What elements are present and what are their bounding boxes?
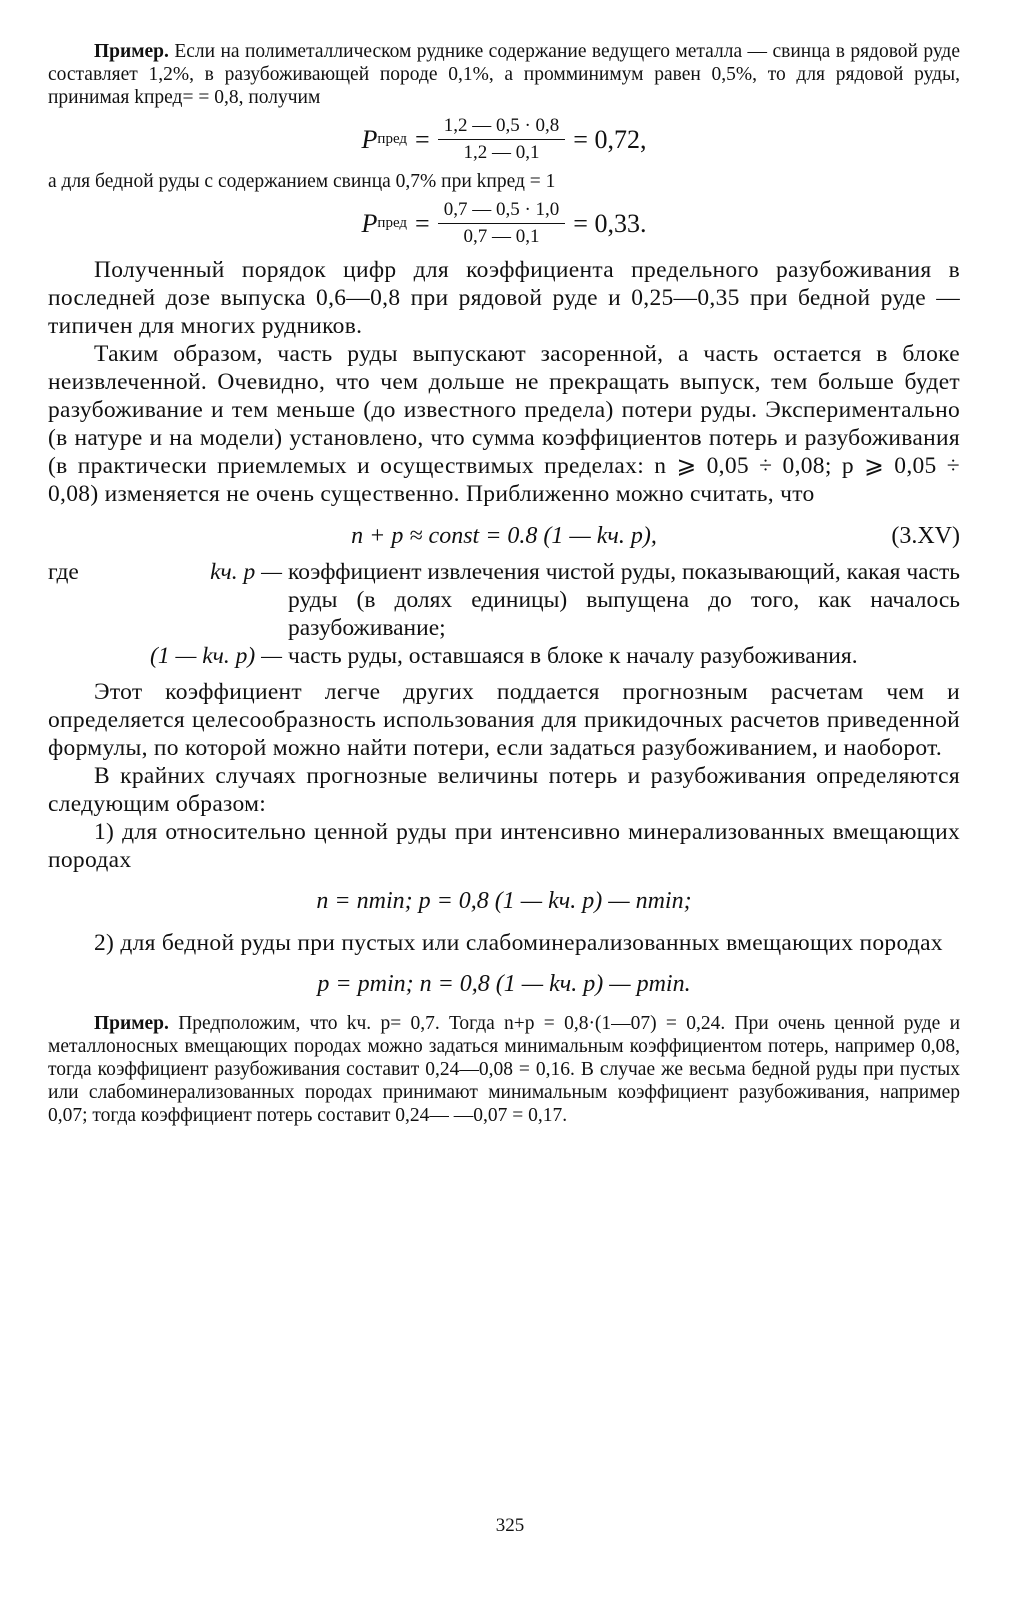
formula-lhs: P: [361, 208, 378, 238]
example-label: Пример.: [94, 1013, 169, 1034]
case-1-formula: n = nmin; p = 0,8 (1 — kч. р) — nmin;: [316, 888, 692, 914]
paragraph-coefficient: Этот коэффициент легче других поддается прогнозным расчетам чем и определяется целесообразность использования для прикидочных расчетов приведенной формулы, по которой можно найти потери, если задаться разубоживанием, и наоборот.: [48, 679, 960, 761]
paragraph-losses-dilution: Таким образом, часть руды выпускают засоренной, а часть остается в блоке неизвлеченной. Очевидно, что чем дольше не прекращать выпуск, тем больше будет разубоживание и тем меньше (до известного предела) потери руды. Экспериментально (в натуре и на модели) установлено, что сумма коэффициентов потерь и разубоживания (в практически приемлемых и осуществимых пределах: n ⩾ 0,05 ÷ 0,08; p ⩾ 0,05 ÷ 0,08) изменяется не очень существенно. Приближенно можно считать, что: [48, 341, 960, 507]
equation-3xv: [48, 518, 960, 554]
formula-lhs: P: [361, 124, 378, 154]
example-paragraph-2: [48, 1012, 960, 1127]
paragraph-extreme-cases: В крайних случаях прогнозные величины потерь и разубоживания определяются следующим образом:: [48, 763, 960, 817]
example-label: Пример.: [94, 41, 169, 62]
fraction-numerator: 0,7 — 0,5 · 1,0: [438, 199, 566, 224]
formula-result: = 0,72,: [573, 124, 647, 154]
example-text: Предположим, что kч. р= 0,7. Тогда n+p = 0,8·(1—07) = 0,24. При очень ценной руде и металлоносных вмещающих породах можно задаться минимальным коэффициентом потерь, например 0,08, тогда коэффициент разубоживания составит 0,24—0,08 = 0,16. В случае же весьма бедной руды при пустых или слабоминерализованных породах принимают минимальным коэффициент разубоживания, например 0,07; тогда коэффициент потерь составит 0,24— —0,07 = 0,17.: [48, 1013, 961, 1126]
formula-lhs-subscript: пред: [377, 131, 408, 147]
formula-result: = 0,33.: [573, 208, 647, 238]
example-text: Если на полиметаллическом руднике содержание ведущего металла — свинца в рядовой руде составляет 1,2%, в разубоживающей породе 0,1%, а промминимум равен 0,5%, то для рядовой руды, принимая kпред= = 0,8, получим: [48, 41, 960, 108]
definition-symbol: kч. р —: [210, 559, 282, 585]
paragraph-typical-figures: Полученный порядок цифр для коэффициента предельного разубоживания в последней дозе выпуска 0,6—0,8 при рядовой руде и 0,25—0,35 при бедной руде — типичен для многих рудников.: [48, 257, 960, 339]
where-label: где: [48, 559, 79, 585]
fraction-denominator: 1,2 — 0,1: [463, 142, 540, 163]
formula-p-pred-2: [48, 199, 960, 248]
formula-fraction: [438, 199, 566, 248]
where-definitions: [48, 558, 960, 670]
case-2-formula: p = pmin; n = 0,8 (1 — kч. р) — pmin.: [317, 971, 691, 997]
page-content: [48, 40, 960, 1127]
case-2-text: 2) для бедной руды при пустых или слабоминерализованных вмещающих породах: [94, 930, 943, 956]
definition-text: коэффициент извлечения чистой руды, показывающий, какая часть руды (в долях единицы) выпущена до того, как началось разубоживание;: [288, 559, 960, 641]
poor-ore-line: а для бедной руды с содержанием свинца 0,7% при kпред = 1: [48, 171, 556, 192]
formula-equals: =: [415, 208, 430, 238]
fraction-denominator: 0,7 — 0,1: [463, 226, 540, 247]
equation-expression: n + p ≈ const = 0.8 (1 — kч. р),: [351, 523, 657, 549]
definition-text: часть руды, оставшаяся в блоке к началу разубоживания.: [288, 643, 858, 669]
formula-equals: =: [415, 124, 430, 154]
equation-number: (3.XV): [891, 523, 960, 549]
formula-lhs-subscript: пред: [377, 215, 408, 231]
definition-symbol: (1 — kч. р) —: [150, 643, 282, 669]
formula-p-pred-1: [48, 115, 960, 164]
case-1-text: 1) для относительно ценной руды при интенсивно минерализованных вмещающих породах: [48, 819, 960, 873]
fraction-numerator: 1,2 — 0,5 · 0,8: [438, 115, 566, 140]
formula-fraction: [438, 115, 566, 164]
example-paragraph-1: [48, 40, 960, 109]
page-number: 325: [495, 1515, 525, 1536]
